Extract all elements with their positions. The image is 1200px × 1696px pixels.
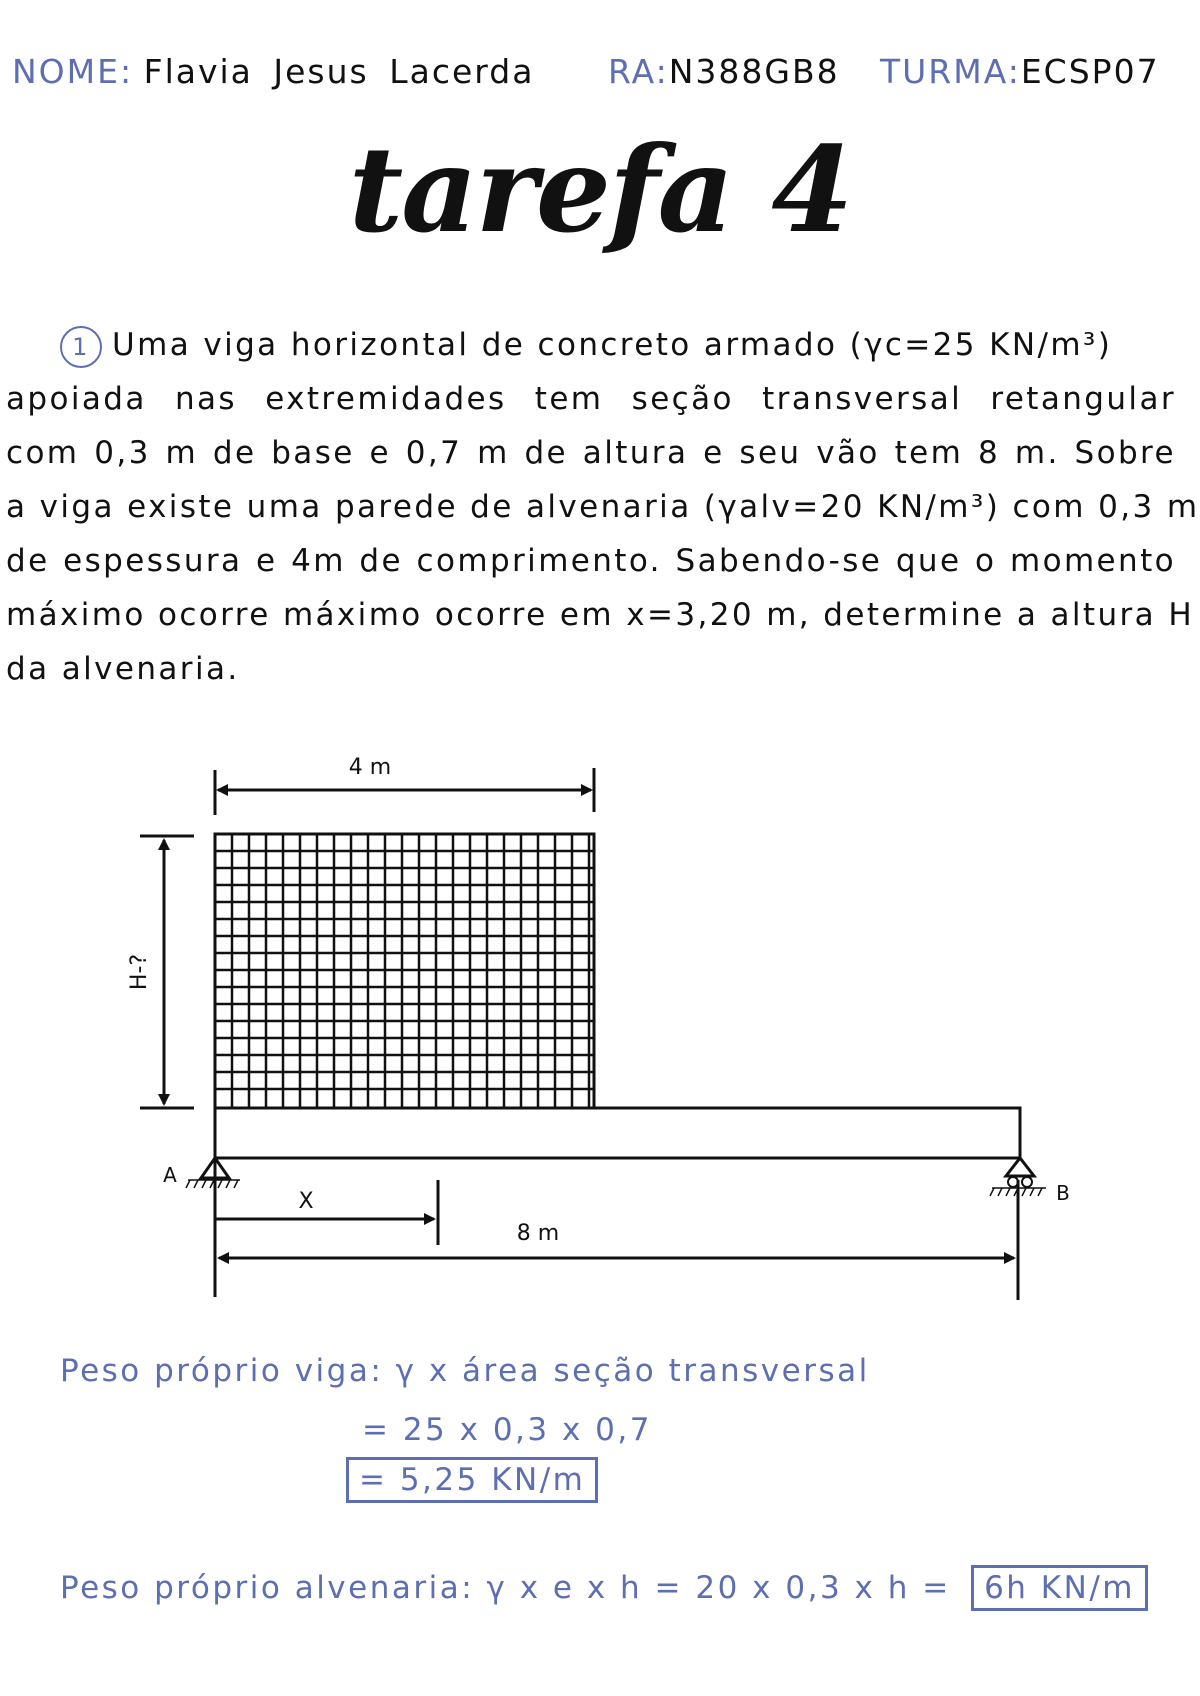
span-label: 8 m	[516, 1221, 560, 1246]
height-label: H-?	[127, 953, 152, 991]
ra-field	[608, 52, 840, 91]
beam-diagram	[0, 700, 1200, 1320]
solution-line-1: Peso próprio viga: γ x área seção transversal	[60, 1353, 870, 1389]
problem-line: a viga existe uma parede de alvenaria (γalv=20 KN/m³) com 0,3 m	[6, 489, 1200, 525]
x-label: X	[298, 1189, 314, 1214]
problem-line: de espessura e 4m de comprimento. Sabendo-se que o momento	[6, 543, 1176, 579]
solution-line-2: = 25 x 0,3 x 0,7	[362, 1412, 652, 1448]
concrete-beam	[215, 1108, 1020, 1158]
name-value: Flavia Jesus Lacerda	[143, 52, 535, 91]
problem-line: máximo ocorre máximo ocorre em x=3,20 m, determine a altura H	[6, 597, 1195, 633]
name-label: NOME:	[12, 52, 134, 91]
solution-result-1	[346, 1462, 598, 1498]
problem-number: 1	[60, 326, 102, 368]
solution-line-4	[60, 1570, 1148, 1606]
name-field	[12, 52, 534, 91]
turma-value: ECSP07	[1020, 52, 1160, 91]
problem-line: com 0,3 m de base e 0,7 m de altura e seu vão tem 8 m. Sobre	[6, 435, 1176, 471]
turma-label: TURMA:	[880, 52, 1021, 91]
roller-support-b	[1006, 1158, 1034, 1176]
problem-line: da alvenaria.	[6, 651, 240, 687]
roller-wheel	[1022, 1177, 1032, 1187]
ground-hatch-a	[186, 1180, 240, 1188]
wall-length-label: 4 m	[348, 755, 392, 780]
problem-line	[6, 318, 1176, 372]
problem-statement	[6, 318, 1200, 696]
masonry-grid	[215, 834, 594, 1108]
masonry-weight-formula: Peso próprio alvenaria: γ x e x h = 20 x 0,3 x h =	[60, 1570, 951, 1606]
ra-value: N388GB8	[668, 52, 840, 91]
masonry-weight-result: 6h KN/m	[971, 1565, 1148, 1611]
beam-weight-result: = 5,25 KN/m	[346, 1457, 598, 1503]
turma-field	[880, 52, 1160, 91]
problem-line: apoiada nas extremidades tem seção transversal retangular	[6, 381, 1176, 417]
problem-line-text: Uma viga horizontal de concreto armado (γc=25 KN/m³)	[112, 327, 1113, 363]
support-a-label: A	[163, 1163, 177, 1187]
support-b-label: B	[1056, 1181, 1070, 1205]
page-title: tarefa 4	[348, 120, 852, 259]
ra-label: RA:	[608, 52, 669, 91]
